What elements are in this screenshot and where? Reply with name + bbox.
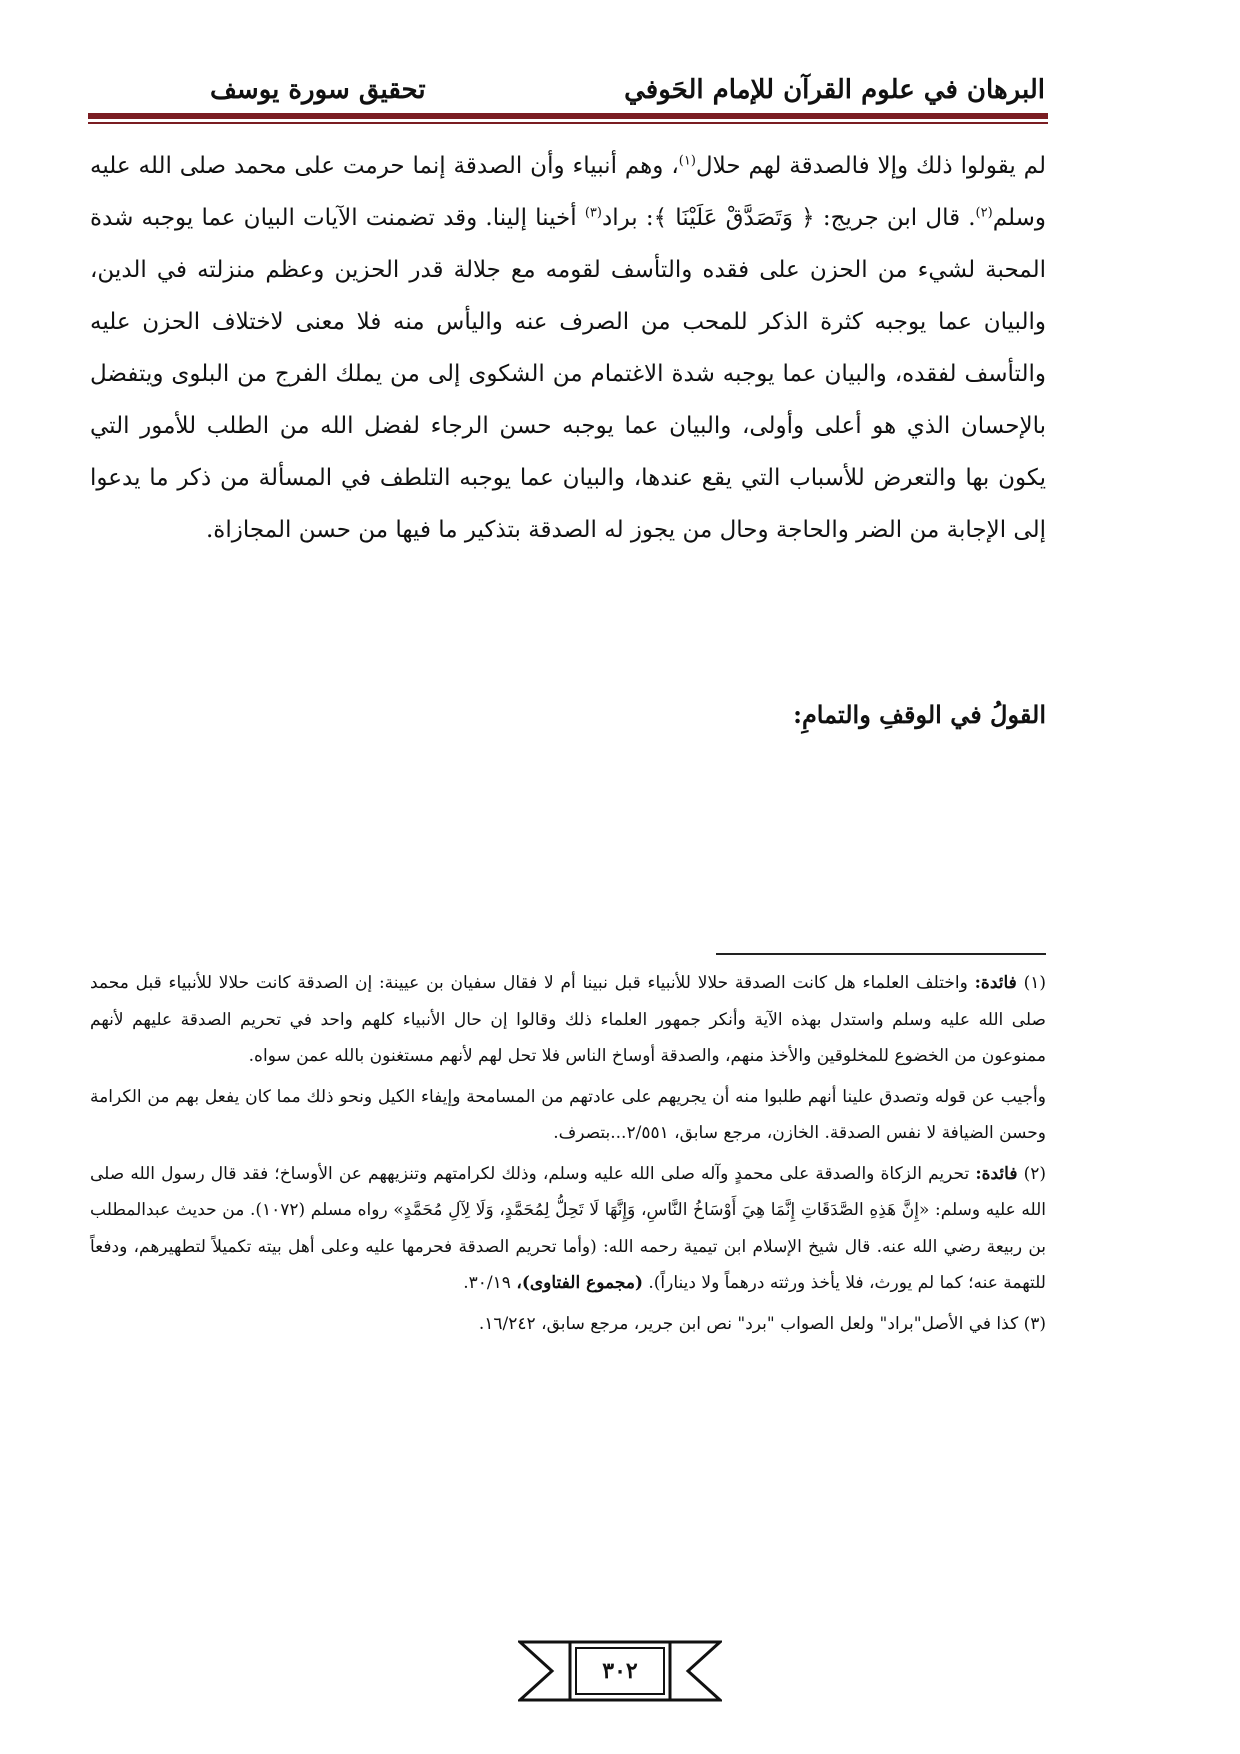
header-rule-thick: [88, 113, 1048, 119]
quran-quote: ﴿ وَتَصَدَّقْ عَلَيْنَا ﴾: [653, 205, 815, 231]
footnote-2: (٢) فائدة: تحريم الزكاة والصدقة على محمدٍ وآله صلى الله عليه وسلم، وذلك لكرامتهم وتنزيههم عن الأوساخ؛ فقد قال رسول الله صلى الله عليه وسلم: «إِنَّ هَذِهِ الصَّدَقَاتِ إِنَّمَا هِيَ أَوْسَاخُ النَّاسِ، وَإِنَّهَا لَا تَحِلُّ لِمُحَمَّدٍ، وَلَا لِآلِ مُحَمَّدٍ» رواه مسلم (١٠٧٢). من حديث عبدالمطلب بن ربيعة رضي الله عنه. قال شيخ الإسلام ابن تيمية رحمه الله: (وأما تحريم الصدقة فحرمها عليه وعلى أهل بيته تكميلاً لتطهيرهم، ودفعاً للتهمة عنه؛ كما لم يورث، فلا يأخذ ورثته درهماً ولا ديناراً). (مجموع الفتاوى)، ٣٠/١٩.: [90, 1163, 1046, 1293]
footnote-ref-2[interactable]: (٢): [975, 205, 993, 221]
page-number-badge: [518, 1638, 722, 1704]
footnote-ref-1[interactable]: (١): [678, 153, 696, 169]
section-heading: القولُ في الوقفِ والتمامِ:: [793, 700, 1046, 729]
main-paragraph: لم يقولوا ذلك وإلا فالصدقة لهم حلال$^{(١)}$، وهم أنبياء وأن الصدقة إنما حرمت على محمد صلى الله عليه وسلم$^{(٢)}$. قال ابن جريج: ﴿ وَتَصَدَّقْ عَلَيْنَا ﴾: براد$^{(٣)}$ أخينا إلينا. وقد تضمنت الآيات البيان عما يوجبه شدة المحبة لشيء من الحزن على فقده والتأسف لقومه مع جلالة قدر الحزين وعظم منزلته في الدين، والبيان عما يوجبه كثرة الذكر للمحب من الصرف عنه واليأس منه فلا معنى لاختلاف الحزن عليه والتأسف لفقده، والبيان عما يوجبه شدة الاغتمام من الشكوى إلى من يملك الفرج من البلوى ويتفضل بالإحسان الذي هو أعلى وأولى، والبيان عما يوجبه حسن الرجاء لفضل الله من الطلب للأمور التي يكون بها والتعرض للأسباب التي يقع عندها، والبيان عما يوجبه التلطف في المسألة من ذكر ما يدعوا إلى الإجابة من الضر والحاجة وحال من يجوز له الصدقة بتذكير ما فيها من حسن المجازاة.: [90, 153, 1047, 543]
footnote-separator: [716, 953, 1046, 955]
footnote-label: فائدة:: [975, 1163, 1018, 1184]
footnote-3: (٣) كذا في الأصل"براد" ولعل الصواب "برد" نص ابن جرير، مرجع سابق، ١٦/٢٤٢.: [478, 1313, 1046, 1334]
source-title: (مجموع الفتاوى)،: [516, 1273, 643, 1293]
header-rule-thin: [88, 122, 1048, 124]
page-number: ٣٠٢: [602, 1658, 638, 1684]
footnote-1-continuation: وأجيب عن قوله وتصدق علينا أنهم طلبوا منه أن يجريهم على عادتهم من المسامحة وإيفاء الكيل ونحو ذلك مما كان يفعل بهم من الكرامة وحسن الضيافة لا نفس الصدقة. الخازن، مرجع سابق، ٢/٥٥١...بتصرف.: [90, 1086, 1046, 1143]
footnote-1: (١) فائدة: واختلف العلماء هل كانت الصدقة حلالا للأنبياء قبل نبينا أم لا فقال سفيان بن عيينة: إن الصدقة كانت حلالا للأنبياء قبل محمد صلى الله عليه وسلم واستدل بهذه الآية وأنكر جمهور العلماء ذلك وقالوا إن حال الأنبياء كلهم واحد في تحريم الصدقة عليهم لأنهم ممنوعون من الخضوع للمخلوقين والأخذ منهم، والصدقة أوساخ الناس فلا تحل لهم لأنهم مستغنون بالله عمن سواه.: [90, 973, 1046, 1066]
book-title: البرهان في علوم القرآن للإمام الحَوفي: [624, 75, 1045, 105]
main-text: [90, 140, 1046, 556]
footnote-ref-3[interactable]: (٣): [584, 205, 602, 221]
footnotes: [90, 965, 1046, 1346]
section-title: تحقيق سورة يوسف: [210, 75, 426, 105]
running-header: [90, 70, 1045, 110]
footnote-label: فائدة:: [974, 973, 1017, 993]
